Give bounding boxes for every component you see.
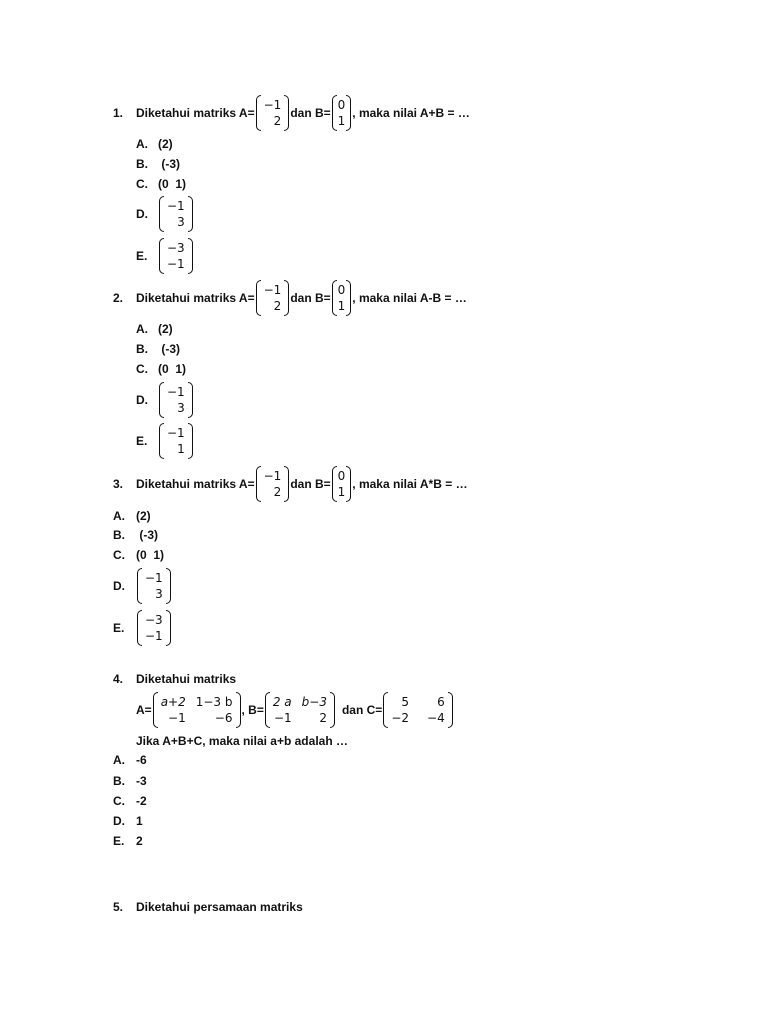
option-text: Jika A+B+C, maka nilai a+b adalah …	[136, 734, 348, 748]
right-parenthesis	[188, 196, 193, 232]
option-label: C.	[136, 177, 148, 191]
right-parenthesis	[330, 692, 335, 728]
matrix-b	[332, 280, 352, 316]
matrix-entry: b−3	[301, 695, 327, 709]
question-4-prompt	[136, 734, 348, 748]
stem-text: dan B=	[290, 106, 331, 120]
option-label: A.	[136, 137, 148, 151]
option-text: (-3)	[136, 528, 158, 542]
option-text: 2	[136, 834, 143, 848]
question-number: 4.	[113, 672, 124, 686]
stem-text: Diketahui matriks	[136, 672, 237, 686]
matrix-entry: −1	[145, 629, 163, 643]
matrix-entry: −1	[263, 283, 282, 297]
matrix-entry: 0	[337, 283, 346, 297]
q4-option-b[interactable]	[113, 774, 147, 788]
matrix-entry: 3	[177, 215, 185, 229]
matrix-entry: −1	[145, 571, 163, 585]
option-text: -2	[136, 794, 147, 808]
stem-text: Diketahui matriks A=	[136, 106, 255, 120]
q3-option-c[interactable]	[113, 548, 164, 562]
stem-text: , maka nilai A+B = …	[352, 106, 470, 120]
q3-option-b[interactable]	[113, 528, 158, 542]
matrix-b	[332, 466, 352, 502]
q2-option-c[interactable]	[136, 362, 186, 376]
option-label: A.	[113, 509, 125, 523]
right-parenthesis	[188, 382, 193, 418]
matrix-c-label: dan C=	[341, 703, 383, 717]
option-text: (2)	[136, 509, 151, 523]
q4-option-d[interactable]	[113, 814, 143, 828]
matrix-entry: −3	[145, 613, 163, 627]
stem-text: , maka nilai A*B = …	[352, 477, 468, 491]
matrix-entry: a+2	[160, 695, 186, 709]
option-label: E.	[136, 249, 148, 263]
matrix-entry: −1	[168, 711, 186, 725]
option-text: (0 1)	[158, 362, 187, 376]
q1-option-c[interactable]	[136, 177, 186, 191]
option-label: D.	[113, 814, 125, 828]
q2-option-e[interactable]	[136, 423, 194, 459]
matrix-entry: 2	[273, 485, 282, 499]
right-parenthesis	[284, 466, 289, 502]
question-number: 1.	[113, 106, 124, 120]
option-text: (0 1)	[136, 548, 165, 562]
matrix-c	[383, 692, 452, 728]
option-text: (0 1)	[158, 177, 187, 191]
question-number: 5.	[113, 900, 124, 914]
right-parenthesis	[166, 610, 171, 646]
matrix-b	[265, 692, 335, 728]
option-text: (2)	[158, 322, 173, 336]
matrix-entry: 3	[177, 401, 185, 415]
right-parenthesis	[346, 280, 351, 316]
q3-option-a[interactable]	[113, 509, 151, 523]
matrix-entry: −4	[427, 711, 445, 725]
q4-option-c[interactable]	[113, 794, 147, 808]
stem-text: , maka nilai A-B = …	[352, 291, 467, 305]
matrix-entry: 0	[337, 98, 346, 112]
matrix-entry: 2	[273, 114, 282, 128]
option-text: (2)	[158, 137, 173, 151]
matrix-entry: −1	[167, 199, 185, 213]
matrix-entry: 6	[437, 695, 445, 709]
option-text: -6	[136, 753, 147, 767]
q1-option-d[interactable]	[136, 196, 194, 232]
option-label: B.	[136, 342, 148, 356]
matrix-entry: −1	[263, 98, 282, 112]
matrix-a-label: A=	[136, 703, 152, 717]
matrix-b	[332, 95, 352, 131]
option-label: D.	[136, 207, 148, 221]
stem-text: Diketahui matriks A=	[136, 477, 255, 491]
option-text: -3	[136, 774, 147, 788]
matrix-entry: −1	[167, 257, 185, 271]
question-number: 2.	[113, 291, 124, 305]
option-matrix	[159, 238, 193, 274]
question-4-matrices	[136, 692, 454, 728]
question-5-stem	[113, 900, 303, 914]
q1-option-a[interactable]	[136, 137, 173, 151]
matrix-entry: 2 a	[272, 695, 292, 709]
q1-option-b[interactable]	[136, 157, 180, 171]
right-parenthesis	[188, 423, 193, 459]
matrix-entry: 1	[337, 485, 346, 499]
question-2-stem	[113, 280, 467, 316]
right-parenthesis	[346, 95, 351, 131]
q4-option-a[interactable]	[113, 753, 147, 767]
option-label: C.	[113, 548, 125, 562]
right-parenthesis	[188, 238, 193, 274]
matrix-entry: −1	[167, 385, 185, 399]
option-text: 1	[136, 814, 143, 828]
question-3-stem	[113, 466, 468, 502]
option-label: A.	[136, 322, 148, 336]
option-label: B.	[113, 774, 125, 788]
q1-option-e[interactable]	[136, 238, 194, 274]
question-4-stem	[113, 672, 236, 686]
option-matrix	[159, 196, 193, 232]
option-label: B.	[136, 157, 148, 171]
matrix-a	[256, 280, 290, 316]
matrix-entry: 1	[337, 299, 346, 313]
option-label: A.	[113, 753, 125, 767]
right-parenthesis	[236, 692, 241, 728]
matrix-entry: 1	[337, 114, 346, 128]
option-label: B.	[113, 528, 125, 542]
q3-option-d[interactable]	[113, 568, 172, 604]
q2-option-d[interactable]	[136, 382, 194, 418]
option-matrix	[137, 568, 171, 604]
matrix-entry: −2	[391, 711, 410, 725]
right-parenthesis	[284, 95, 289, 131]
right-parenthesis	[284, 280, 289, 316]
stem-text: dan B=	[290, 291, 331, 305]
option-matrix	[137, 610, 171, 646]
q4-option-e[interactable]	[113, 834, 143, 848]
matrix-a	[153, 692, 241, 728]
option-label: D.	[136, 393, 148, 407]
matrix-entry: 0	[337, 469, 346, 483]
matrix-entry: 2	[319, 711, 327, 725]
matrix-entry: 1	[177, 442, 185, 456]
question-1-stem	[113, 95, 470, 131]
matrix-entry: 3	[155, 587, 163, 601]
option-matrix	[159, 382, 193, 418]
option-label: C.	[136, 362, 148, 376]
option-text: (-3)	[158, 157, 180, 171]
option-matrix	[159, 423, 193, 459]
matrix-b-label: , B=	[241, 703, 264, 717]
stem-text: Diketahui matriks A=	[136, 291, 255, 305]
matrix-entry: −1	[167, 426, 185, 440]
matrix-entry: −3	[167, 241, 185, 255]
matrix-entry: −1	[273, 711, 292, 725]
matrix-a	[256, 466, 290, 502]
option-label: E.	[113, 621, 125, 635]
option-text: (-3)	[158, 342, 180, 356]
stem-text: dan B=	[290, 477, 331, 491]
right-parenthesis	[166, 568, 171, 604]
option-label: D.	[113, 579, 125, 593]
matrix-entry: −6	[214, 711, 233, 725]
option-label: C.	[113, 794, 125, 808]
matrix-entry: 5	[401, 695, 410, 709]
option-label: E.	[113, 834, 125, 848]
question-number: 3.	[113, 477, 124, 491]
q3-option-e[interactable]	[113, 610, 172, 646]
q2-option-a[interactable]	[136, 322, 173, 336]
q2-option-b[interactable]	[136, 342, 180, 356]
matrix-entry: −1	[263, 469, 282, 483]
stem-text: Diketahui persamaan matriks	[136, 900, 303, 914]
option-label: E.	[136, 434, 148, 448]
right-parenthesis	[448, 692, 453, 728]
matrix-entry: 1−3 b	[195, 695, 233, 709]
matrix-a	[256, 95, 290, 131]
right-parenthesis	[346, 466, 351, 502]
matrix-entry: 2	[273, 299, 282, 313]
